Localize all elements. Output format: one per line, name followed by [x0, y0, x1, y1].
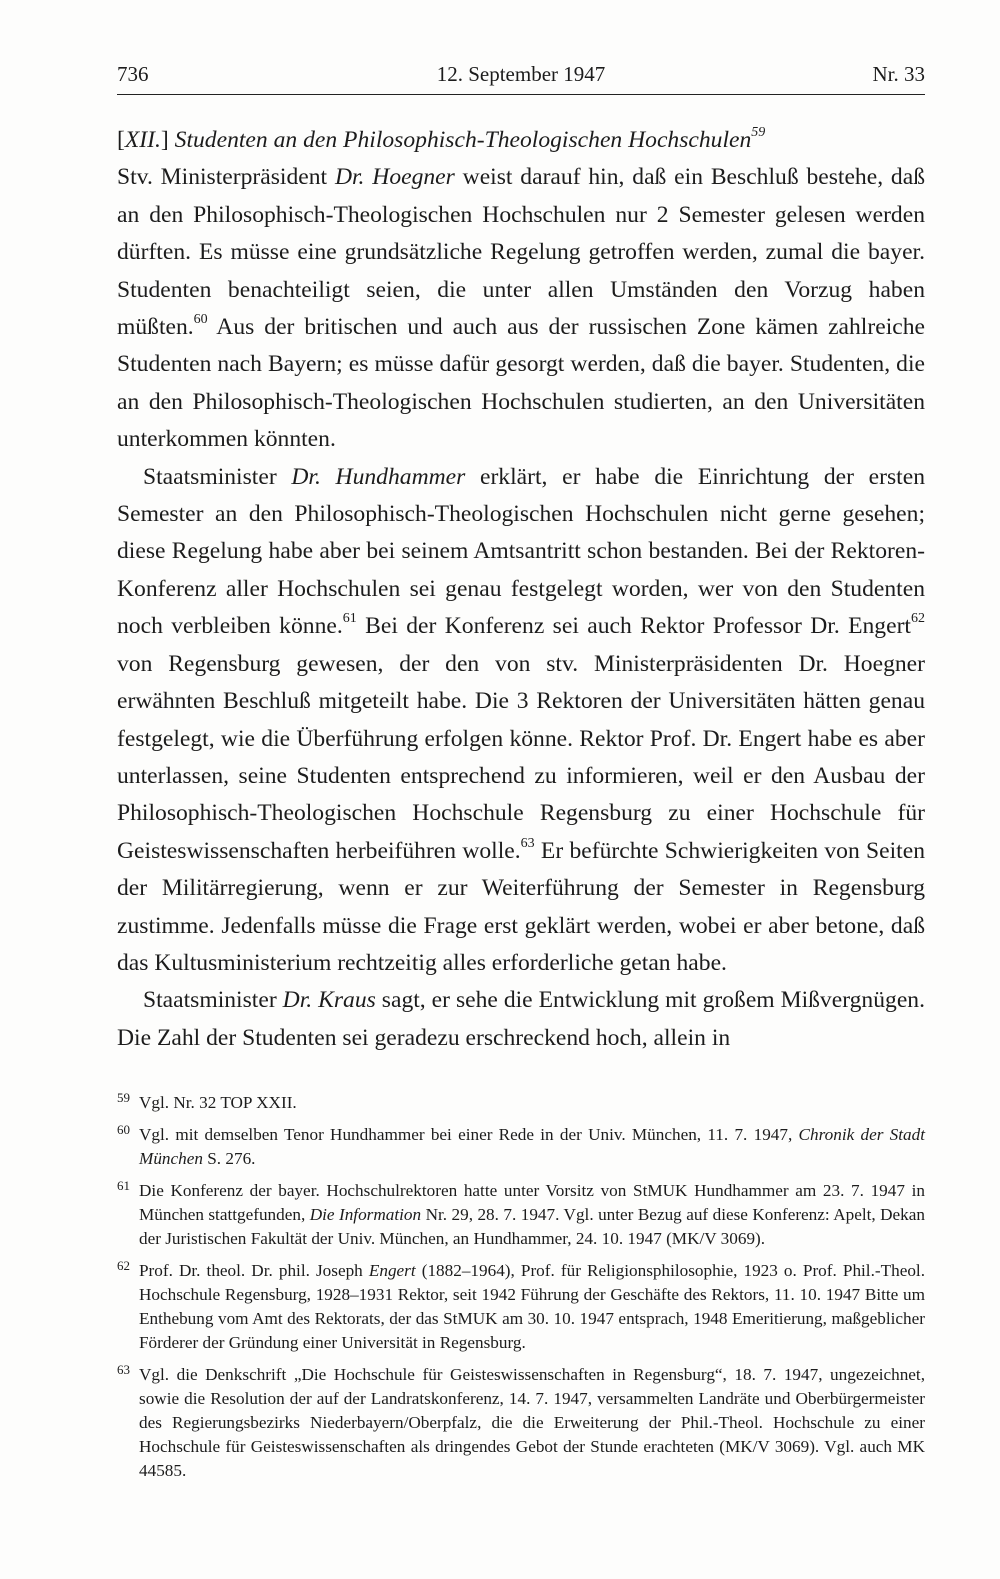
speaker-name: Hundhammer: [335, 463, 466, 490]
speaker-title: Dr.: [282, 987, 319, 1014]
paragraph-text: erklärt, er habe die Einrichtung der ersten Semester an den Philosophisch-Theologischen Hochschulen nicht gerne gesehen; diese Regelung habe aber bei seinem Amtsantritt schon bestanden. Bei der Rektoren-Konferenz aller Hochschulen sei genau festgelegt worden, wer von den Studenten noch verbleiben könne.: [117, 463, 926, 640]
section-roman-number: XII.: [124, 127, 161, 153]
paragraph-text: Aus der britischen und auch aus der russischen Zone kämen zahlreiche Studenten nach Bayern; es müsse dafür gesorgt werden, daß die bayer. Studenten, die an den Philosophisch-Theologischen Hochschulen studierten, an den Universitäten unterkommen könnten.: [117, 314, 925, 453]
footnote-text: Vgl. Nr. 32 TOP XXII.: [139, 1093, 297, 1113]
speaker-name: Kraus: [318, 987, 376, 1014]
page-number: 736: [117, 62, 149, 86]
footnote-59: [117, 1091, 925, 1115]
paragraph-text: Stv. Ministerpräsident: [117, 164, 335, 191]
footnotes: [117, 1091, 925, 1483]
footnote-text: Vgl. mit demselben Tenor Hundhammer bei einer Rede in der Univ. München, 11. 7. 1947,: [139, 1125, 799, 1145]
footnote-italic-title: Chronik der Stadt München: [139, 1125, 925, 1169]
section-title: Studenten an den Philosophisch-Theologischen Hochschulen: [174, 127, 752, 153]
footnote-number: 63: [117, 1362, 130, 1378]
footnote-ref-62[interactable]: 62: [911, 611, 925, 627]
footnote-text: Nr. 29, 28. 7. 1947. Vgl. unter Bezug auf diese Konferenz: Apelt, Dekan der Juristischen Fakultät der Univ. München, an Hundhammer, 24. 10. 1947 (MK/V 3069).: [139, 1205, 925, 1249]
speaker-title: Dr.: [334, 164, 373, 191]
paragraph-text: weist darauf hin, daß ein Beschluß bestehe, daß an den Philosophisch-Theologischen Hochschulen nur 2 Semester gelesen werden dürften. Es müsse eine grundsätzliche Regelung getroffen werden, zumal die bayer. Studenten benachteiligt seien, die unter allen Umständen den Vorzug haben müßten.: [117, 164, 925, 341]
paragraph-text: sagt, er sehe die Entwicklung mit großem Mißvergnügen. Die Zahl der Studenten sei geradezu erschreckend hoch, allein in: [117, 987, 925, 1051]
footnote-61: [117, 1179, 925, 1251]
footnote-63: [117, 1363, 925, 1483]
issue-number: Nr. 33: [872, 62, 925, 86]
paragraph-text: Er befürchte Schwierigkeiten von Seiten der Militärregierung, wenn er zur Weiterführung der Semester in Regensburg zustimme. Jedenfalls müsse die Frage erst geklärt werden, wobei er aber betone, daß das Kultusministerium rechtzeitig alles erforderliche getan habe.: [117, 837, 925, 976]
paragraph-text: Staatsminister: [143, 987, 283, 1014]
footnote-ref-61[interactable]: 61: [342, 611, 357, 627]
paragraph-text: Bei der Konferenz sei auch Rektor Professor Dr. Engert: [356, 613, 911, 640]
footnote-number: 59: [117, 1090, 130, 1106]
footnote-60: [117, 1123, 925, 1171]
footnote-ref-59[interactable]: 59: [751, 125, 766, 141]
footnote-text: S. 276.: [202, 1149, 256, 1169]
paragraph-kraus: [117, 982, 925, 1057]
footnote-text: Vgl. die Denkschrift „Die Hochschule für Geisteswissenschaften in Regensburg“, 18. 7. 1947, ungezeichnet, sowie die Resolution der auf der Landratskonferenz, 14. 7. 1947, versammelten Landräte und Oberbürgermeister des Regierungsbezirks Niederbayern/Oberpfalz, die die Erweiterung der Phil.-Theol. Hochschule zu einer Hochschule für Geisteswissenschaften als dringendes Gebot der Stunde erachteten (MK/V 3069). Vgl. auch MK 44585.: [139, 1365, 925, 1481]
paragraph-text: von Regensburg gewesen, der den von stv. Ministerpräsidenten Dr. Hoegner erwähnten Beschluß mitgeteilt habe. Die 3 Rektoren der Universitäten hätten genau festgelegt, wie die Überführung erfolgen könne. Rektor Prof. Dr. Engert habe es aber unterlassen, seine Studenten entsprechend zu informieren, weil er den Ausbau der Philosophisch-Theologischen Hochschule Regensburg zu einer Hochschule für Geisteswissenschaften herbeiführen wolle.: [117, 650, 925, 864]
footnote-text: (1882–1964), Prof. für Religionsphilosophie, 1923 o. Prof. Phil.-Theol. Hochschule Regensburg, 1928–1931 Rektor, seit 1942 Führung der Geschäfte des Rektors, 11. 10. 1947 Bitte um Enthebung vom Amt des Rektorats, der das StMUK am 30. 10. 1947 entsprach, 1948 Emeritierung, maßgeblicher Förderer der Gründung einer Universität in Regensburg.: [139, 1261, 925, 1353]
footnote-italic-name: Engert: [368, 1261, 416, 1281]
footnote-text: Die Konferenz der bayer. Hochschulrektoren hatte unter Vorsitz von StMUK Hundhammer am 23. 7. 1947 in München stattgefunden,: [139, 1181, 925, 1225]
paragraph-hoegner: [117, 159, 925, 458]
footnote-number: 61: [117, 1178, 130, 1194]
section-bracket-open: [: [117, 127, 125, 153]
running-head: [117, 60, 925, 96]
header-rule: [117, 94, 925, 95]
footnote-62: [117, 1259, 925, 1355]
footnote-number: 62: [117, 1258, 130, 1274]
footnote-ref-60[interactable]: 60: [193, 312, 208, 328]
speaker-title: Dr.: [291, 463, 336, 490]
paragraph-text: Staatsminister: [143, 463, 292, 490]
main-text: [117, 122, 925, 1057]
paragraph-hundhammer: [117, 459, 925, 983]
speaker-name: Hoegner: [372, 164, 455, 191]
document-page: [117, 60, 925, 1491]
footnote-number: 60: [117, 1122, 130, 1138]
section-heading: [117, 122, 925, 159]
footnote-italic-title: Die Information: [309, 1205, 422, 1225]
section-bracket-close: ]: [160, 127, 169, 153]
footnote-ref-63[interactable]: 63: [520, 835, 535, 851]
header-date: 12. September 1947: [436, 62, 606, 86]
footnote-text: Prof. Dr. theol. Dr. phil. Joseph: [139, 1261, 369, 1281]
